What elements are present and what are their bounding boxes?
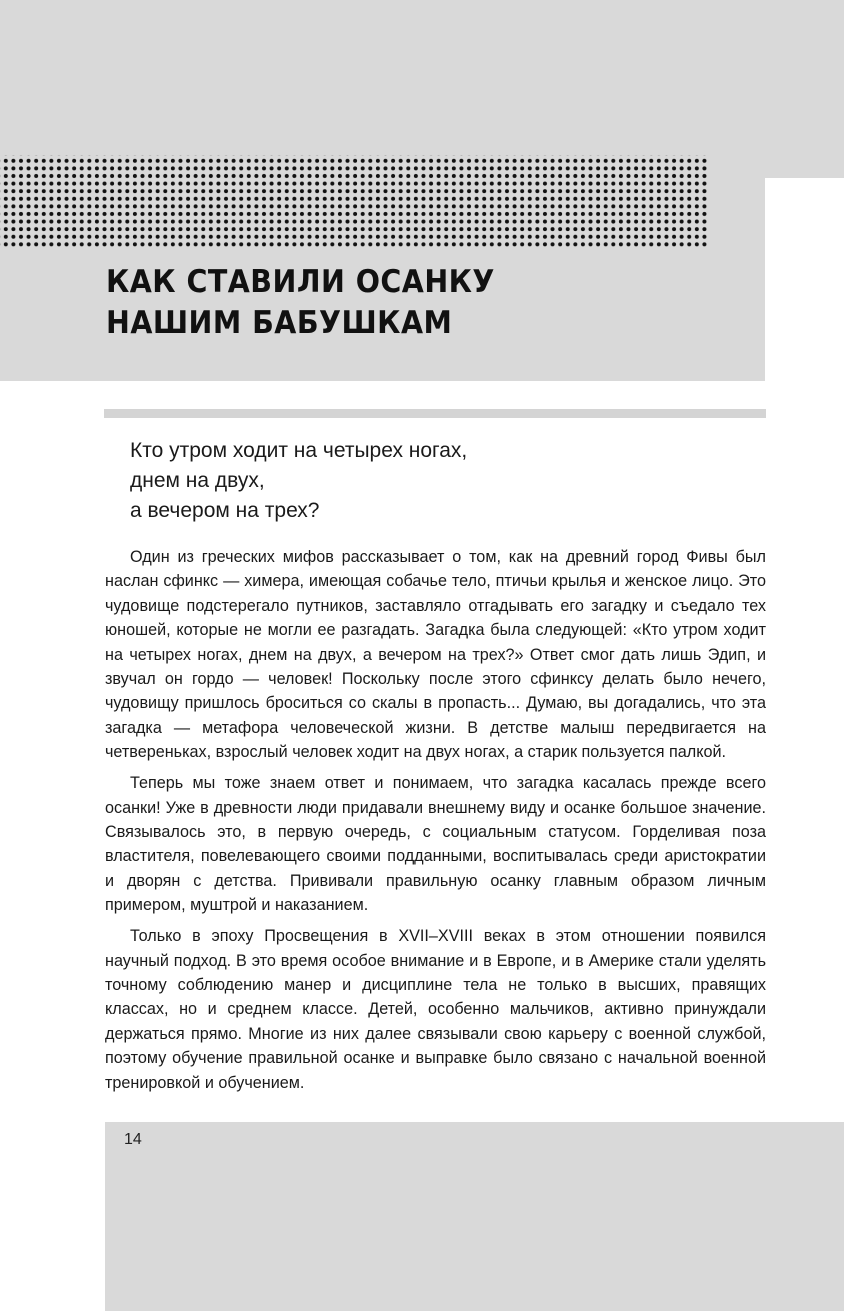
header-band-extension [765,0,844,178]
paragraph: Один из греческих мифов рассказывает о том, как на древний город Фивы был наслан сфинкс — химера, имеющая собачье тело, птичьи крылья и женское лицо. Это чудовище подстерегало путников, заставляло отгадывать его загадку и съедало тех юношей, которые не могли ее разгадать. Загадка была следующей: «Кто утром ходит на четырех ногах, днем на двух, а вечером на трех?» Ответ смог дать лишь Эдип, и звучал он гордо — человек! Поскольку после этого сфинксу делать было нечего, чудовищу пришлось броситься со скалы в пропасть... Думаю, вы догадались, что эта загадка — метафора человеческой жизни. В детстве малыш передвигается на четвереньках, взрослый человек ходит на двух ногах, а старик пользуется палкой. [105,548,766,762]
section-divider [104,409,766,418]
dot-pattern-decoration [0,155,708,248]
footer-band [105,1122,844,1311]
epigraph-line: днем на двух, [130,469,265,492]
epigraph-line: Кто утром ходит на четырех ногах, [130,439,468,462]
epigraph [130,436,467,526]
chapter-title-line-2: НАШИМ БАБУШКАМ [106,305,453,341]
paragraph: Только в эпоху Просвещения в XVII–XVIII веках в этом отношении появился научный подход. В это время особое внимание и в Европе, и в Америке стали уделять точному соблюдению манер и дисциплине тела не только в высших, правящих классах, но и среднем классе. Детей, особенно мальчиков, активно принуждали держаться прямо. Многие из них далее связывали свою карьеру с военной службой, поэтому обучение правильной осанке и выправке было связано с начальной военной тренировкой и обучением. [105,927,766,1092]
body-text [105,545,766,1101]
paragraph: Теперь мы тоже знаем ответ и понимаем, что загадка касалась прежде всего осанки! Уже в древности люди придавали внешнему виду и осанке большое значение. Связывалось это, в первую очередь, с социальным статусом. Горделивая поза властителя, повелевающего своими подданными, воспитывалась среди аристократии и дворян с детства. Прививали правильную осанку главным образом личным примером, муштрой и наказанием. [105,774,766,915]
page-number: 14 [124,1131,142,1148]
chapter-title [106,262,695,344]
chapter-title-line-1: КАК СТАВИЛИ ОСАНКУ [106,264,495,300]
epigraph-line: а вечером на трех? [130,499,320,522]
